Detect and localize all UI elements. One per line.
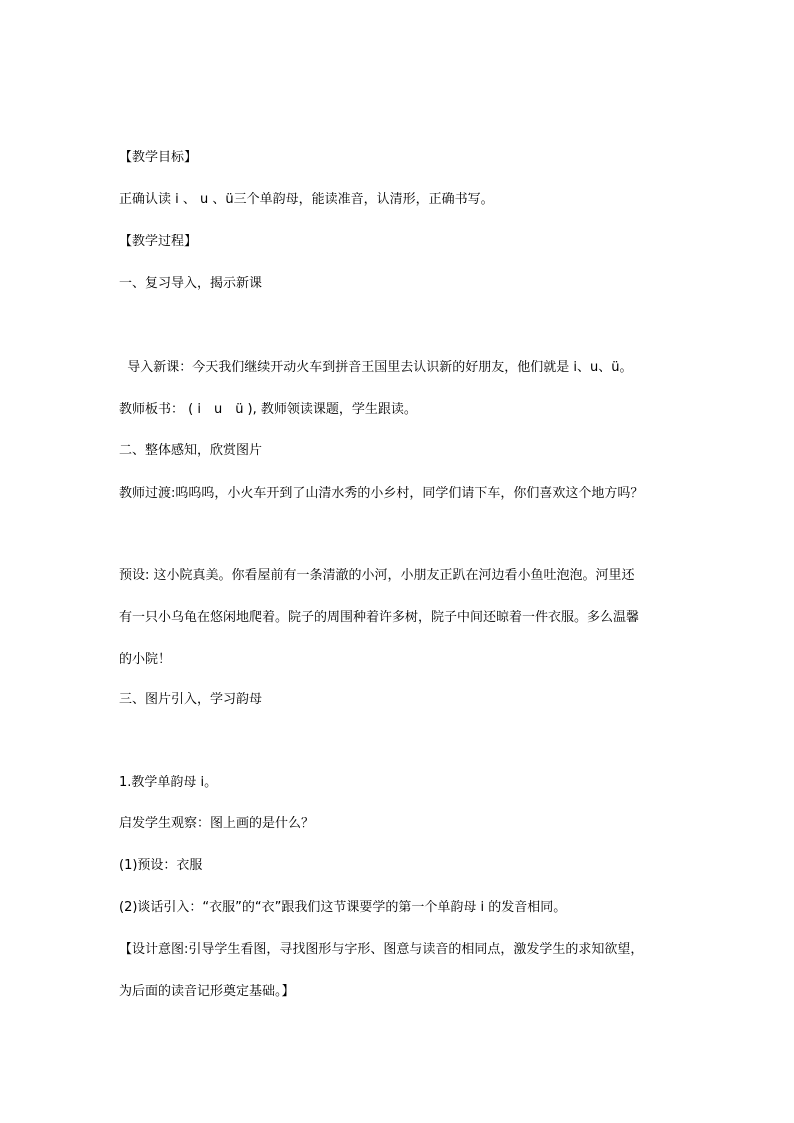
heading-teaching-process: 【教学过程】 bbox=[119, 234, 198, 249]
transition-paragraph: 教师过渡:呜呜呜，小火车开到了山清水秀的小乡村，同学们请下车，你们喜欢这个地方吗？ bbox=[119, 486, 644, 501]
preset-paragraph-line-2: 有一只小乌龟在悠闲地爬着。院子的周围种着许多树，院子中间还晾着一件衣服。多么温馨 bbox=[119, 610, 640, 625]
board-writing-line: 教师板书： ( i u ü ), 教师领读课题，学生跟读。 bbox=[119, 402, 417, 417]
heading-teaching-goals: 【教学目标】 bbox=[119, 150, 198, 165]
step-one-title: 1.教学单韵母 i。 bbox=[119, 775, 218, 790]
preset-paragraph-line-1: 预设: 这小院真美。你看屋前有一条清澈的小河，小朋友正趴在河边看小鱼吐泡泡。河里还 bbox=[119, 568, 635, 583]
design-intent-line-1: 【设计意图:引导学生看图，寻找图形与字形、图意与读音的相同点，激发学生的求知欲望， bbox=[119, 942, 644, 957]
intro-paragraph: 导入新课：今天我们继续开动火车到拼音王国里去认识新的好朋友，他们就是 i、u、ü。 bbox=[119, 360, 633, 375]
goal-text: 正确认读 i 、 u 、ü三个单韵母，能读准音，认清形，正确书写。 bbox=[119, 192, 494, 207]
section-three-heading: 三、图片引入，学习韵母 bbox=[119, 692, 263, 707]
preset-paragraph-line-3: 的小院！ bbox=[119, 652, 172, 667]
section-two-heading: 二、整体感知，欣赏图片 bbox=[119, 443, 263, 458]
preset-answer: (1)预设：衣服 bbox=[119, 858, 203, 873]
design-intent-line-2: 为后面的读音记形奠定基础。】 bbox=[119, 984, 295, 999]
talk-intro: (2)谈话引入：“衣服”的“衣”跟我们这节课要学的第一个单韵母 i 的发音相同。 bbox=[119, 900, 567, 915]
section-one-heading: 一、复习导入，揭示新课 bbox=[119, 276, 263, 291]
observe-prompt: 启发学生观察：图上画的是什么？ bbox=[119, 816, 315, 831]
